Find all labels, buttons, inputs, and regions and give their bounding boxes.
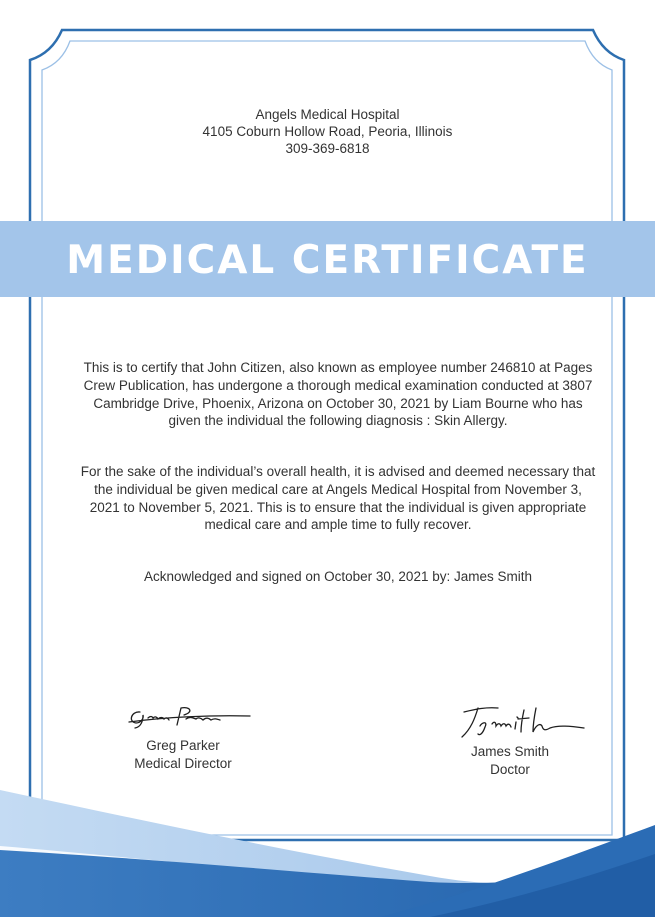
title-banner <box>0 221 655 297</box>
signature-james-smith <box>458 702 590 742</box>
hospital-phone: 309-369-6818 <box>285 141 370 156</box>
decorative-bottom-waves <box>0 770 655 917</box>
acknowledgement-line: Acknowledged and signed on October 30, 2021 by: James Smith <box>144 569 532 584</box>
advice-paragraph: For the sake of the individual’s overall health, it is advised and deemed necessary that the individual be given medical care at Angels Medical Hospital from November 3, 2021 to November 5, 2021. This is to ensure that the individual is given appropriate medical care and ample time to fully recover. <box>80 464 596 533</box>
certification-paragraph: This is to certify that John Citizen, also known as employee number 246810 at Pages Crew Publication, has undergone a thorough medical examination conducted at 3807 Cambridge Drive, Phoenix, Arizona on October 30, 2021 by Liam Bourne who has given the individual the following diagnosis : Skin Allergy. <box>83 360 593 429</box>
signatory-name: Greg Parker <box>146 738 220 753</box>
hospital-header <box>0 106 655 157</box>
signatory-role: Medical Director <box>134 755 232 771</box>
certificate-title: MEDICAL CERTIFICATE <box>66 238 589 283</box>
signatory-name: James Smith <box>470 744 550 759</box>
hospital-name: Angels Medical Hospital <box>255 107 400 122</box>
hospital-address: 4105 Coburn Hollow Road, Peoria, Illinois <box>202 124 453 139</box>
signatory-medical-director <box>103 737 263 772</box>
signature-greg-parker <box>126 703 252 731</box>
signatory-role: Doctor <box>490 761 530 777</box>
